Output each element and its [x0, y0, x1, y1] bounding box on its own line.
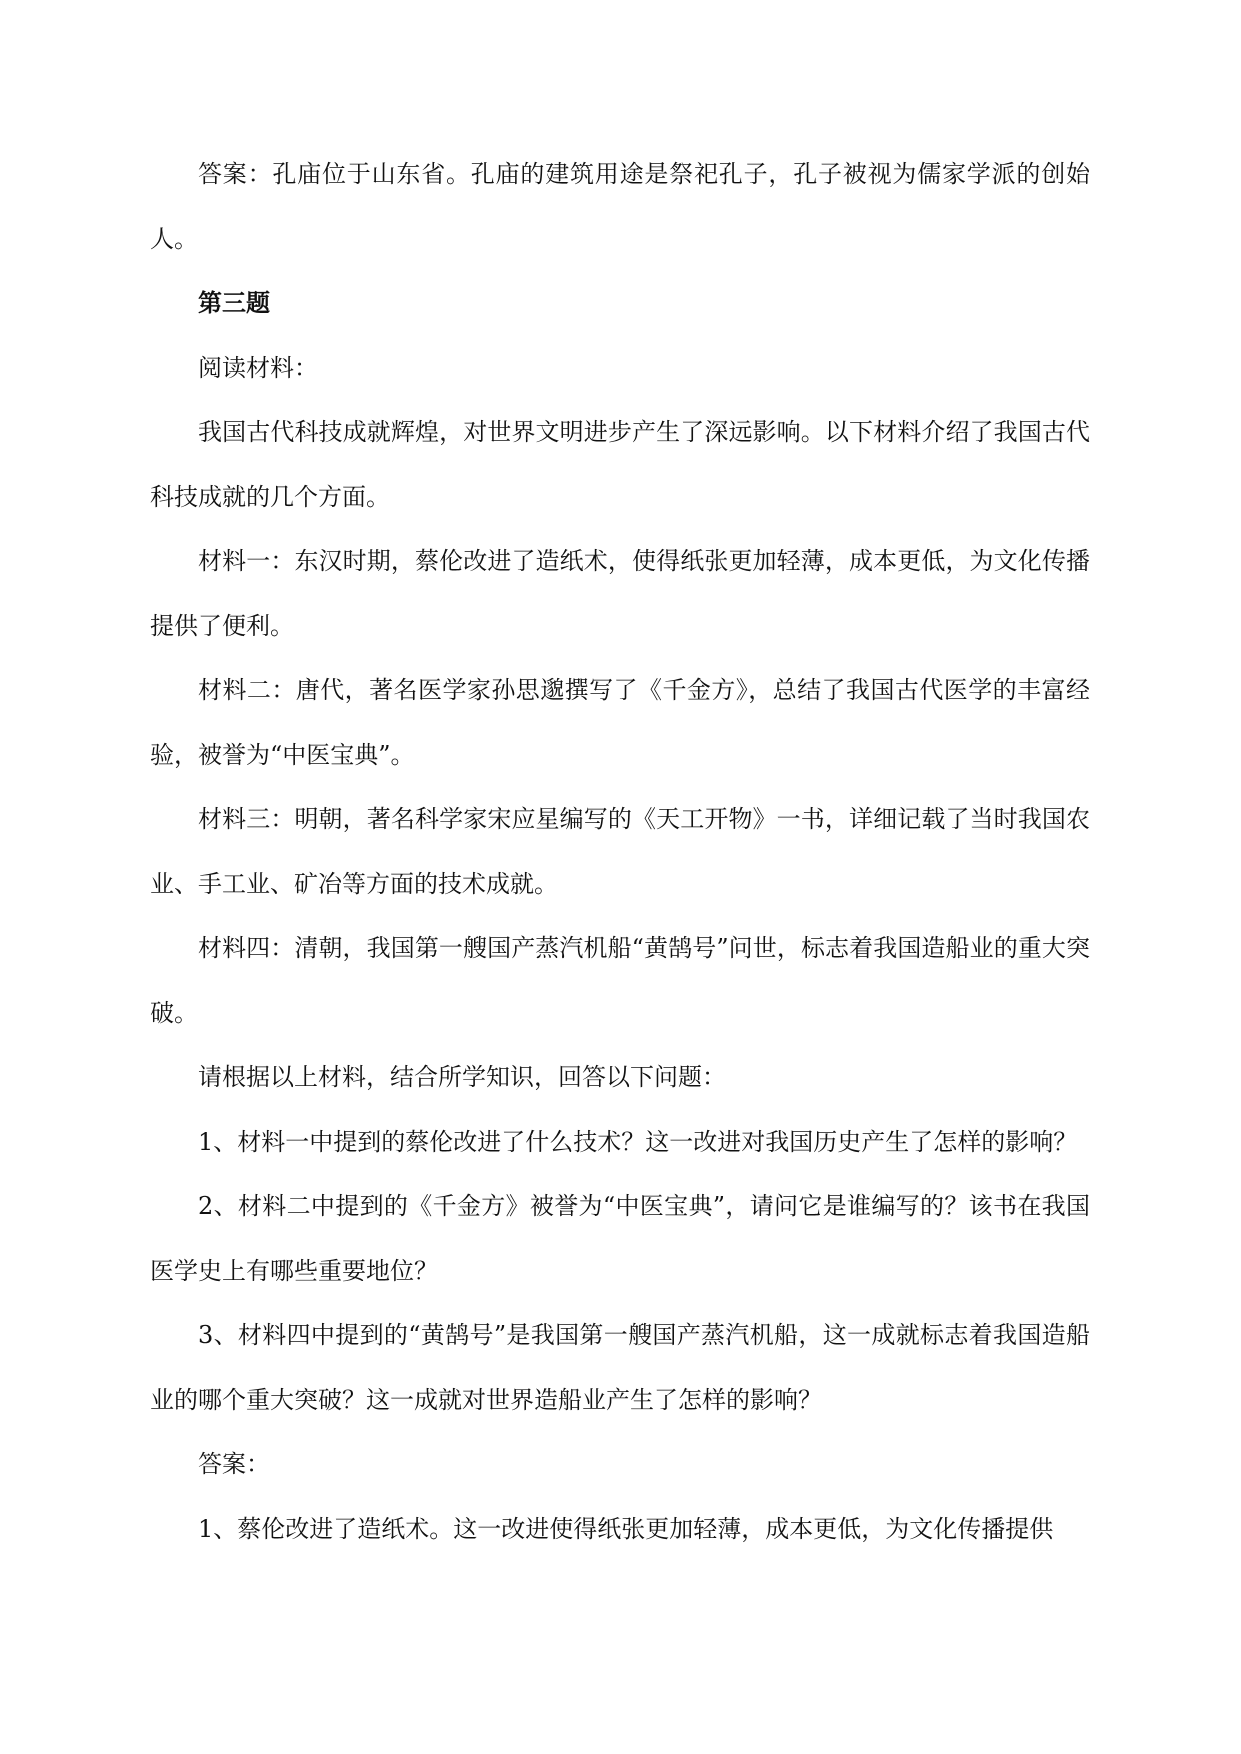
- answer-label: 答案：: [198, 1450, 270, 1478]
- material-one: 材料一：东汉时期，蔡伦改进了造纸术，使得纸张更加轻薄，成本更低，为文化传播提供了便利。: [150, 547, 1090, 640]
- question-one: 1、材料一中提到的蔡伦改进了什么技术？这一改进对我国历史产生了怎样的影响？: [198, 1127, 1078, 1156]
- material-three: 材料三：明朝，著名科学家宋应星编写的《天工开物》一书，详细记载了当时我国农业、手工业、矿冶等方面的技术成就。: [150, 805, 1090, 898]
- question-two: 2、材料二中提到的《千金方》被誉为“中医宝典”，请问它是谁编写的？该书在我国医学史上有哪些重要地位？: [150, 1192, 1090, 1285]
- section-title: 第三题: [198, 289, 270, 317]
- question-prompt: 请根据以上材料，结合所学知识，回答以下问题：: [198, 1063, 726, 1091]
- document-body: [150, 142, 1090, 1561]
- material-two: 材料二：唐代，著名医学家孙思邈撰写了《千金方》，总结了我国古代医学的丰富经验，被誉为“中医宝典”。: [150, 676, 1090, 769]
- read-material-label: 阅读材料：: [198, 353, 318, 382]
- previous-answer: 答案：孔庙位于山东省。孔庙的建筑用途是祭祀孔子，孔子被视为儒家学派的创始人。: [150, 160, 1090, 253]
- question-three: 3、材料四中提到的“黄鹄号”是我国第一艘国产蒸汽机船，这一成就标志着我国造船业的哪个重大突破？这一成就对世界造船业产生了怎样的影响？: [150, 1321, 1090, 1414]
- intro-paragraph: 我国古代科技成就辉煌，对世界文明进步产生了深远影响。以下材料介绍了我国古代科技成就的几个方面。: [150, 418, 1090, 511]
- answer-one: 1、蔡伦改进了造纸术。这一改进使得纸张更加轻薄，成本更低，为文化传播提供: [198, 1514, 1054, 1543]
- material-four: 材料四：清朝，我国第一艘国产蒸汽机船“黄鹄号”问世，标志着我国造船业的重大突破。: [150, 934, 1090, 1027]
